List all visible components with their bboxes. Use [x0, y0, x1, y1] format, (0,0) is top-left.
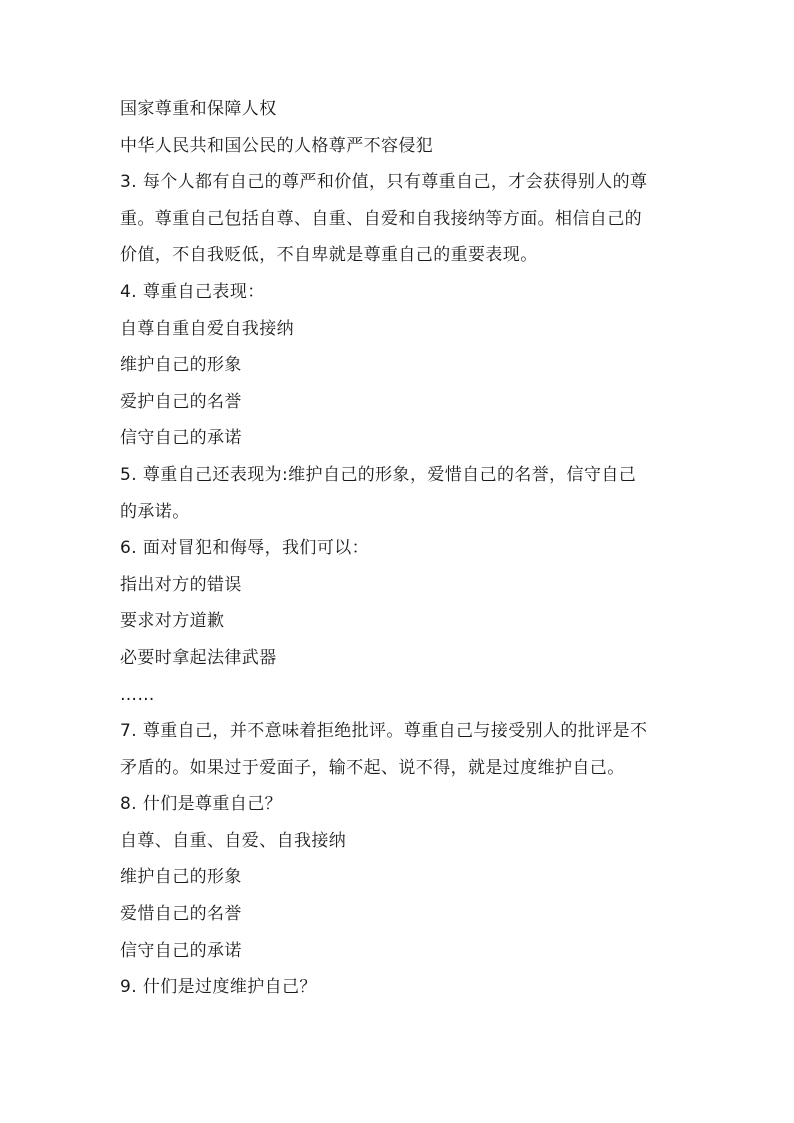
text-line: 必要时拿起法律武器	[120, 647, 277, 668]
text-line: 重。尊重自己包括自尊、自重、自爱和自我接纳等方面。相信自己的	[120, 208, 642, 229]
text-line: 9. 什们是过度维护自己？	[120, 977, 317, 998]
text-line: 爱护自己的名誉	[120, 391, 242, 412]
text-line: 价值，不自我贬低，不自卑就是尊重自己的重要表现。	[120, 245, 538, 266]
text-line: 国家尊重和保障人权	[120, 99, 277, 119]
text-line: 的承诺。	[120, 501, 190, 522]
text-line: 6. 面对冒犯和侮辱，我们可以：	[120, 538, 370, 559]
text-line: 要求对方道歉	[120, 611, 225, 632]
text-line: 4. 尊重自己表现：	[120, 281, 265, 302]
text-line: 5. 尊重自己还表现为:维护自己的形象，爱惜自己的名誉，信守自己	[120, 464, 637, 485]
text-line: 8. 什们是尊重自己？	[120, 794, 283, 815]
text-line: 自尊自重自爱自我接纳	[120, 318, 294, 339]
text-line: 矛盾的。如果过于爱面子，输不起、说不得，就是过度维护自己。	[120, 757, 625, 778]
text-line: 指出对方的错误	[120, 574, 242, 595]
text-line: ……	[120, 684, 155, 705]
text-line: 中华人民共和国公民的人格尊严不容侵犯	[120, 135, 434, 156]
text-line: 爱惜自己的名誉	[120, 904, 242, 925]
text-line: 信守自己的承诺	[120, 940, 242, 961]
text-line: 7. 尊重自己，并不意味着拒绝批评。尊重自己与接受别人的批评是不	[120, 721, 648, 742]
text-line: 维护自己的形象	[120, 867, 242, 888]
text-line: 自尊、自重、自爱、自我接纳	[120, 830, 347, 851]
text-line: 信守自己的承诺	[120, 428, 242, 449]
text-line: 维护自己的形象	[120, 355, 242, 376]
document-body	[120, 91, 690, 1006]
text-line: 3. 每个人都有自己的尊严和价值，只有尊重自己，才会获得别人的尊	[120, 172, 648, 193]
